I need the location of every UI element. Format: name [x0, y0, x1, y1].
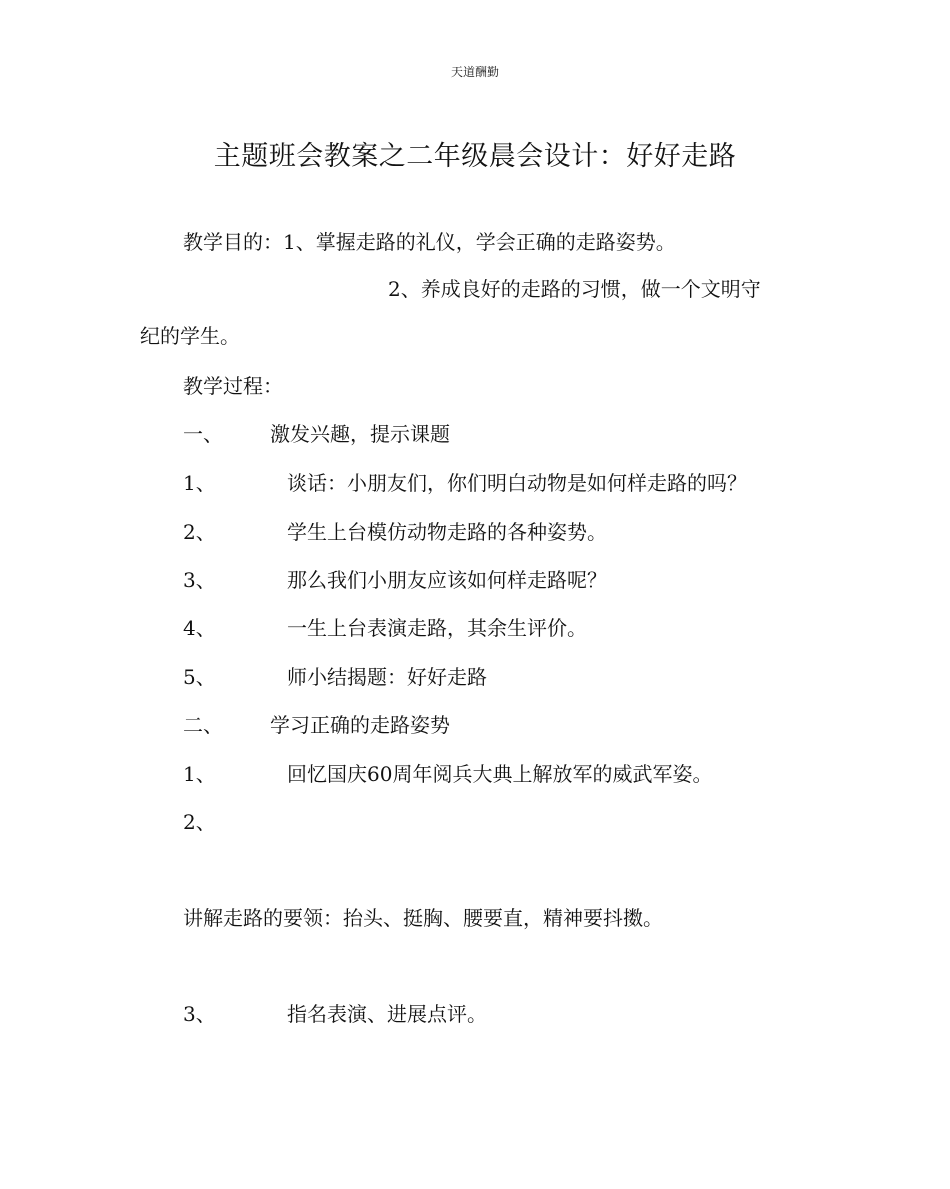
objectives-line-3: 纪的学生。: [140, 324, 240, 348]
section-1-title: 激发兴趣，提示课题: [270, 422, 450, 446]
list-item-number: 5、: [183, 665, 216, 689]
list-item-number: 3、: [183, 568, 216, 592]
list-item-number: 1、: [183, 471, 216, 495]
objectives-line-2: 2、养成良好的走路的习惯，做一个文明守: [388, 277, 761, 301]
objectives-line-1: 教学目的：1、掌握走路的礼仪，学会正确的走路姿势。: [183, 230, 676, 254]
section-1-number: 一、: [183, 422, 223, 446]
list-item: 学生上台模仿动物走路的各种姿势。: [287, 520, 607, 544]
list-item-number: 2、: [183, 810, 216, 834]
list-item: 师小结揭题：好好走路: [287, 665, 487, 689]
list-item-number: 3、: [183, 1002, 216, 1026]
section-2-number: 二、: [183, 713, 223, 737]
explanation-line: 讲解走路的要领：抬头、挺胸、腰要直，精神要抖擞。: [183, 906, 663, 930]
process-label: 教学过程：: [183, 374, 283, 398]
list-item-number: 1、: [183, 762, 216, 786]
page-title: 主题班会教案之二年级晨会设计：好好走路: [213, 141, 737, 172]
list-item: 那么我们小朋友应该如何样走路呢？: [287, 568, 607, 592]
list-item-number: 2、: [183, 520, 216, 544]
section-2-title: 学习正确的走路姿势: [270, 713, 450, 737]
list-item: 一生上台表演走路，其余生评价。: [287, 616, 587, 640]
list-item-number: 4、: [183, 616, 216, 640]
page-header: 天道酬勤: [450, 65, 499, 79]
list-item: 谈话：小朋友们，你们明白动物是如何样走路的吗？: [287, 471, 747, 495]
list-item: 指名表演、进展点评。: [287, 1002, 487, 1026]
list-item: 回忆国庆60周年阅兵大典上解放军的威武军姿。: [287, 762, 713, 786]
